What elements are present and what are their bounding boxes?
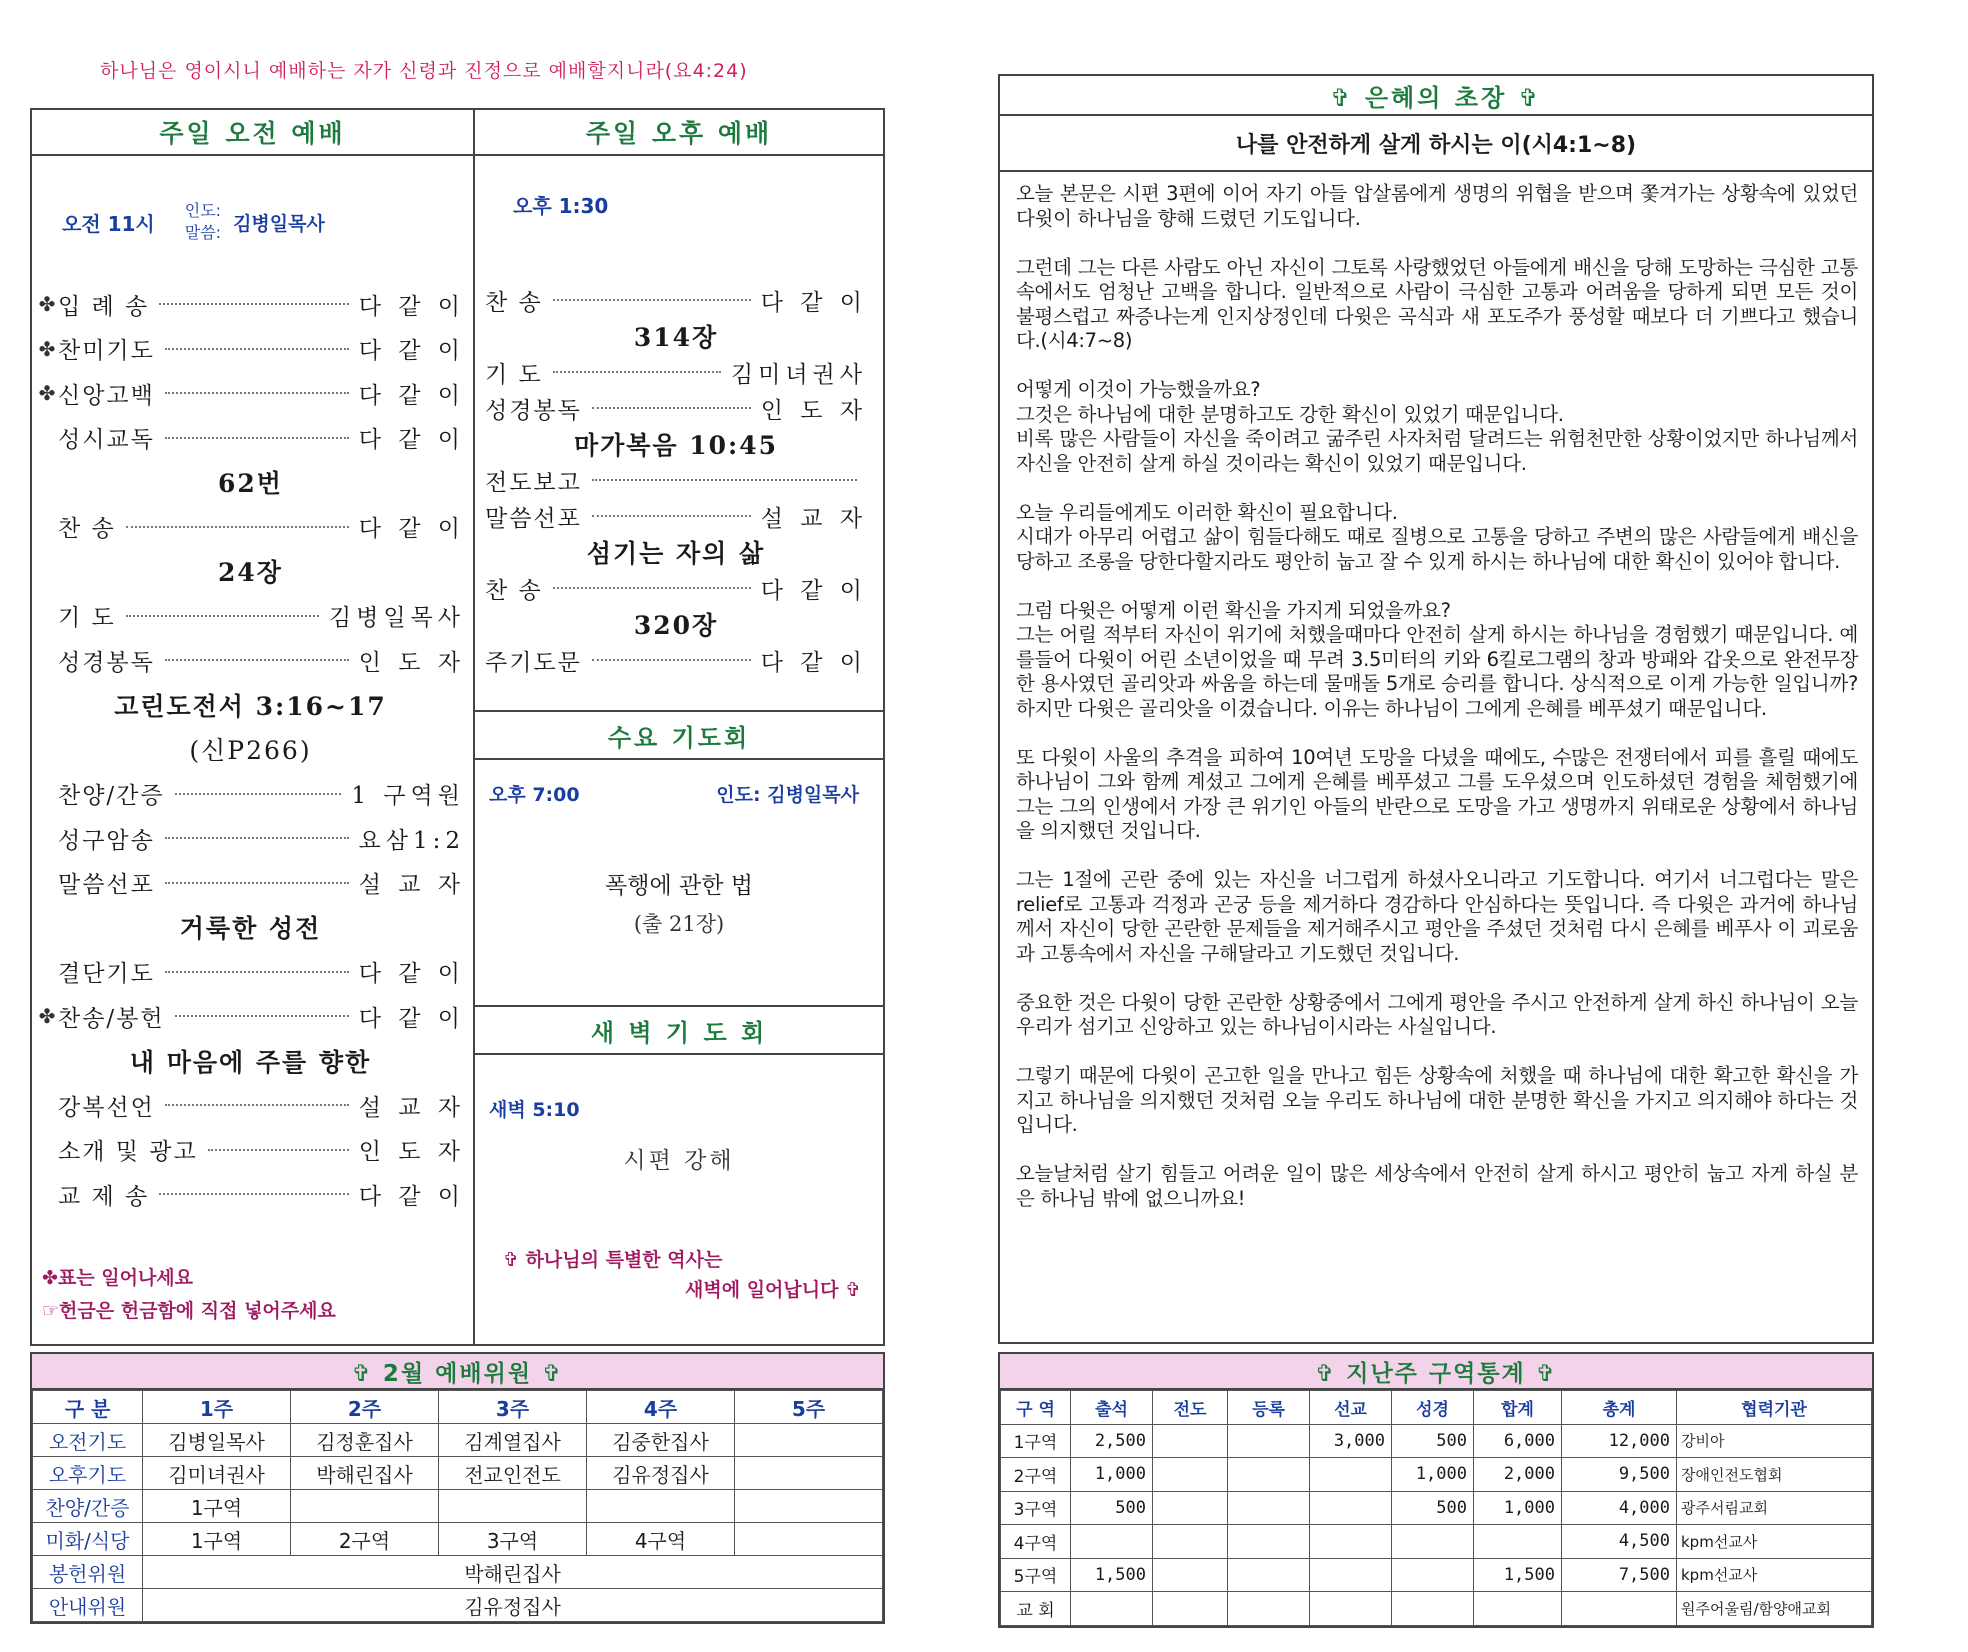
am-scripture-line: 24장 [218,558,283,588]
roster-cell: 4구역 [587,1523,735,1556]
am-order-label: 소개 및 광고 [58,1139,198,1166]
table-row [33,1490,883,1523]
stats-header-cell: 성경 [1392,1391,1474,1425]
pm-order-item [485,462,867,498]
am-order-label: 교 제 송 [58,1183,150,1210]
roster-cell [735,1424,883,1457]
roster-cell [439,1490,587,1523]
table-row [1001,1424,1872,1458]
am-order-person: 다 같 이 [358,382,465,409]
stats-cell [1310,1458,1392,1492]
dotted-leader [165,1104,349,1106]
pm-order-item [485,498,867,534]
district-stats-table [1000,1390,1872,1626]
roster-span-cell: 박해린집사 [143,1556,883,1589]
roster-cell: 2구역 [291,1523,439,1556]
roster-header-row [33,1391,883,1424]
am-order-item-name [36,822,155,855]
stats-cell [1153,1525,1228,1559]
pm-order-label: 전도보고 [485,469,582,496]
am-order-item-name [36,332,155,365]
am-order-label: 신앙고백 [58,382,155,409]
sunday-pm-column [475,110,883,1344]
stats-cell [1228,1525,1310,1559]
roster-cell: 김계열집사 [439,1424,587,1457]
worship-order-panel [30,108,885,1346]
dotted-leader [553,371,721,373]
am-order-item-name [36,777,165,810]
roster-header-cell: 1주 [143,1391,291,1424]
am-order-label: 강복선언 [58,1094,155,1121]
pm-scripture-line: 섬기는 자의 삶 [586,539,766,568]
stats-cell [1474,1592,1562,1626]
table-row [1001,1558,1872,1592]
am-order-person: 요삼1:2 [358,827,465,854]
am-lead-label: 인도: [184,201,222,220]
table-row [33,1589,883,1622]
pm-order-list [485,282,867,678]
am-order-item-name [36,599,116,632]
am-word-label: 말씀: [184,223,222,242]
am-order-item-name [36,1133,198,1166]
table-row [1001,1491,1872,1525]
roster-table-panel [30,1352,885,1624]
dawn-motto-line-1: ✞ 하나님의 특별한 역사는 [503,1249,723,1271]
table-row [1001,1458,1872,1492]
am-order-label: 성구암송 [58,827,155,854]
stats-cell: 1,000 [1392,1458,1474,1492]
stats-cell [1228,1491,1310,1525]
pm-order-item-name [485,392,582,425]
roster-table [32,1390,883,1622]
roster-cell: 3구역 [439,1523,587,1556]
sermon-header: ✞ 은혜의 초장 ✞ [1000,76,1872,116]
stand-cross-icon: ✤ [38,381,56,406]
am-order-person: 다 같 이 [358,961,465,988]
sermon-paragraph: 오늘 본문은 시편 3편에 이어 자기 아들 압살롬에게 생명의 위협을 받으며 쫓겨가는 상황속에 있었던 다윗이 하나님을 향해 드렸던 기도입니다. [1016,182,1858,230]
roster-cell: 김정훈집사 [291,1424,439,1457]
pm-order-item-name [485,572,543,605]
stats-cell [1228,1458,1310,1492]
header-verse: 하나님은 영이시니 예배하는 자가 신령과 진정으로 예배할지니라(요4:24) [100,60,748,82]
roster-row-label: 오후기도 [33,1457,143,1490]
roster-row-label: 오전기도 [33,1424,143,1457]
stats-cell: 강비아 [1677,1424,1872,1458]
am-order-item-name [36,377,155,410]
pm-order-item-name [485,284,543,317]
wed-reference: (출 21장) [633,912,725,936]
am-order-label: 결단기도 [58,961,155,988]
stats-row-label: 1구역 [1001,1424,1071,1458]
am-order-item-name [36,866,155,899]
am-order-label: 찬양/간증 [58,783,165,810]
stats-cell: 1,000 [1071,1458,1153,1492]
stats-cell: 장애인전도협회 [1677,1458,1872,1492]
am-order-item-name [36,288,149,321]
dotted-leader [165,837,349,839]
am-time: 오전 11시 [62,211,155,236]
stats-cell [1153,1558,1228,1592]
stats-cell: kpm선교사 [1677,1525,1872,1559]
wed-time: 오후 7:00 [489,784,580,806]
stats-cell [1392,1592,1474,1626]
sermon-paragraph: 오늘 우리들에게도 이러한 확신이 필요합니다. 시대가 아무리 어렵고 삶이 힘들다해도 때로 질병으로 고통을 당하고 주변의 많은 사람들에게 배신을 당하고 조롱을 당한다할지라도 평안히 눕고 잘 수 있게 하시는 하나님에 대한 확신이 있어야 합니다. [1016,500,1858,573]
pm-order-label: 말씀선포 [485,505,582,532]
dotted-leader [126,526,349,528]
pm-order-item [485,642,867,678]
stats-cell: 500 [1071,1491,1153,1525]
stats-header-cell: 합계 [1474,1391,1562,1425]
am-order-item-name [36,1089,155,1122]
am-time-row [62,200,325,244]
stats-cell: 7,500 [1562,1558,1677,1592]
stats-cell: 4,500 [1562,1525,1677,1559]
pm-order-item [485,354,867,390]
am-order-item-name [36,1000,165,1033]
stats-cell [1310,1558,1392,1592]
dotted-leader [159,303,348,305]
am-order-person: 1 구역원 [351,783,465,810]
am-order-person: 다 같 이 [358,338,465,365]
roster-row-label: 찬양/간증 [33,1490,143,1523]
dawn-motto-line-2: 새벽에 일어납니다 ✞ [685,1279,861,1301]
stats-body [1001,1424,1872,1625]
roster-span-cell: 김유정집사 [143,1589,883,1622]
stats-header-cell: 총계 [1562,1391,1677,1425]
pm-order-item-name [485,644,582,677]
roster-cell: 박해린집사 [291,1457,439,1490]
wed-leader: 인도: 김병일목사 [716,784,859,806]
roster-cell [735,1457,883,1490]
dotted-leader [175,793,342,795]
pm-order-label: 찬 송 [485,577,543,604]
stand-note: ✤표는 일어나세요 [42,1267,194,1289]
roster-header-cell: 5주 [735,1391,883,1424]
dawn-time: 새벽 5:10 [489,1099,580,1121]
stats-cell [1071,1592,1153,1626]
wed-info-row [475,760,883,807]
dotted-leader [165,392,349,394]
roster-cell: 전교인전도 [439,1457,587,1490]
stats-cell [1392,1558,1474,1592]
dotted-leader [592,479,857,481]
stats-cell: 1,500 [1474,1558,1562,1592]
stats-cell: 9,500 [1562,1458,1677,1492]
roster-cell: 김중한집사 [587,1424,735,1457]
am-order-person: 인 도 자 [358,1139,465,1166]
table-row [33,1556,883,1589]
stats-cell [1228,1424,1310,1458]
table-row [33,1457,883,1490]
dotted-leader [175,1015,349,1017]
stats-header-cell: 구 역 [1001,1391,1071,1425]
dotted-leader [208,1149,349,1151]
am-order-item-name [36,955,155,988]
stats-cell [1310,1491,1392,1525]
sermon-paragraph: 그런데 그는 다른 사람도 아닌 자신이 그토록 사랑했었던 아들에게 배신을 당해 도망하는 극심한 고통속에서도 엄청난 고백을 합니다. 일반적으로 사람이 극심한 고통과 어려움을 당하게 되면 모든 것이 불평스럽고 짜증나는게 인지상정인데 다윗은 곡식과 새 포도주가 풍성할 때보다 더 기쁘다고 했습니다.(시4:7~8) [1016,255,1858,352]
dotted-leader [165,437,349,439]
stats-cell: 500 [1392,1491,1474,1525]
am-order-person: 다 같 이 [358,293,465,320]
pm-order-item [485,390,867,426]
stats-header-cell: 전도 [1153,1391,1228,1425]
pm-title: 주일 오후 예배 [475,110,883,156]
pm-order-item-name [485,356,543,389]
pm-order-label: 주기도문 [485,649,582,676]
pm-order-person: 설 교 자 [760,505,867,532]
sermon-paragraph: 또 다윗이 사울의 추격을 피하여 10여년 도망을 다녔을 때에도, 수많은 전쟁터에서 피를 흘릴 때에도 하나님이 그와 함께 계셨고 그에게 은혜를 베푸셨고 그를 도우셨으며 인도하셨던 경험을 체험했기에 그는 그의 인생에서 가장 큰 위기인 아들의 반란으로 도망을 가고 생명까지 위태로운 상황에서 하나님을 의지했던 것입니다. [1016,745,1858,842]
stats-cell [1153,1458,1228,1492]
pm-order-item-name [485,500,582,533]
stats-header-cell: 협력기관 [1677,1391,1872,1425]
pm-scripture-line: 마가복음 10:45 [573,431,779,460]
sermon-panel [998,74,1874,1344]
am-order-label: 성시교독 [58,427,155,454]
am-order-item [36,1128,465,1173]
dotted-leader [592,515,751,517]
stats-cell: 1,000 [1474,1491,1562,1525]
pm-time-row [513,190,608,219]
am-scripture-line: 고린도전서 3:16~17 [114,691,387,721]
stats-cell: 2,500 [1071,1424,1153,1458]
stats-row-label: 2구역 [1001,1458,1071,1492]
roster-header-cell: 구 분 [33,1391,143,1424]
table-row [33,1424,883,1457]
stand-cross-icon: ✤ [38,292,56,317]
pm-order-person: 다 같 이 [760,577,867,604]
pm-time: 오후 1:30 [513,194,609,218]
am-lead-labels [185,200,221,244]
offering-note: ☞헌금은 헌금함에 직접 넣어주세요 [42,1300,336,1322]
roster-cell: 1구역 [143,1523,291,1556]
roster-cell: 김유정집사 [587,1457,735,1490]
stats-cell [1310,1525,1392,1559]
sermon-paragraph: 중요한 것은 다윗이 당한 곤란한 상황중에서 그에게 평안을 주시고 안전하게 살게 하신 하나님이 오늘 우리가 섬기고 신앙하고 있는 하나님이시라는 사실입니다. [1016,990,1858,1038]
sermon-paragraph: 어떻게 이것이 가능했을까요? 그것은 하나님에 대한 분명하고도 강한 확신이 있었기 때문입니다. 비록 많은 사람들이 자신을 죽이려고 굶주린 사자처럼 달려드는 위험천만한 상황이었지만 하나님께서 자신을 안전히 살게 하실 것이라는 확신이 있었기 때문입니다. [1016,378,1858,475]
stats-cell [1071,1525,1153,1559]
stats-row-label: 교 회 [1001,1592,1071,1626]
am-order-person: 다 같 이 [358,427,465,454]
am-order-item [36,327,465,372]
stats-header-cell: 선교 [1310,1391,1392,1425]
am-order-item [36,594,465,639]
roster-cell [735,1523,883,1556]
am-order-item [36,1083,465,1128]
dawn-motto [503,1245,861,1305]
sermon-paragraph: 오늘날처럼 살기 힘들고 어려운 일이 많은 세상속에서 안전히 살게 하시고 평안히 눕고 자게 하실 분은 하나님 밖에 없으니까요! [1016,1162,1858,1210]
dotted-leader [159,1193,348,1195]
stats-cell [1153,1491,1228,1525]
am-order-item [36,282,465,327]
am-order-item-name [36,510,116,543]
pm-order-person: 김미녀권사 [730,361,867,388]
stats-row-label: 4구역 [1001,1525,1071,1559]
am-scripture-line: 내 마음에 주를 향한 [129,1047,372,1077]
am-order-item [36,371,465,416]
dotted-leader [165,348,349,350]
am-order-item [36,505,465,550]
pm-order-item [485,282,867,318]
dotted-leader [165,659,349,661]
stats-cell: 1,500 [1071,1558,1153,1592]
roster-row-label: 안내위원 [33,1589,143,1622]
table-row [1001,1525,1872,1559]
sermon-paragraph: 그는 1절에 곤란 중에 있는 자신을 너그럽게 하셨사오니라고 기도합니다. 여기서 너그럽다는 말은 relief로 고통과 걱정과 곤궁 등을 제거하다 경감하다 안심하다는 뜻입니다. 즉 다윗은 과거에 하나님께서 자신이 당한 곤란한 문제들을 제거해주시고 평안을 주셨던 것처럼 다시 은혜를 베푸사 이 괴로움과 고통속에서 자신을 구해달라고 기도했던 것입니다. [1016,868,1858,965]
stats-cell [1562,1592,1677,1626]
am-title: 주일 오전 예배 [32,110,473,156]
roster-header-cell: 4주 [587,1391,735,1424]
am-order-item [36,816,465,861]
stats-cell: 6,000 [1474,1424,1562,1458]
stats-header-cell: 출석 [1071,1391,1153,1425]
stats-row-label: 5구역 [1001,1558,1071,1592]
stand-cross-icon: ✤ [38,1004,56,1029]
stats-cell: kpm선교사 [1677,1558,1872,1592]
roster-title: ✞ 2월 예배위원 ✞ [32,1354,883,1390]
pm-scripture-line: 320장 [633,611,719,640]
roster-header-cell: 2주 [291,1391,439,1424]
am-order-label: 찬미기도 [58,338,155,365]
am-order-item [36,950,465,995]
dotted-leader [553,299,751,301]
dotted-leader [592,659,751,661]
am-order-list [36,282,465,1217]
stats-header-cell: 등록 [1228,1391,1310,1425]
roster-cell [735,1490,883,1523]
am-order-label: 입 례 송 [58,293,150,320]
stats-cell [1153,1592,1228,1626]
am-order-item-name [36,644,155,677]
pm-order-label: 찬 송 [485,289,543,316]
stats-cell [1228,1592,1310,1626]
pm-order-label: 성경봉독 [485,397,582,424]
am-order-item-name [36,421,155,454]
roster-cell [291,1490,439,1523]
am-order-label: 찬송/봉헌 [58,1005,165,1032]
wed-title: 수요 기도회 [475,710,883,760]
sermon-paragraph: 그럼 다윗은 어떻게 이런 확신을 가지게 되었을까요? 그는 어릴 적부터 자신이 위기에 처했을때마다 안전히 살게 하시는 하나님을 경험했기 때문입니다. 예를들어 다윗이 어린 소년이었을 때 무려 3.5미터의 키와 6킬로그램의 창과 방패와 갑옷으로 완전무장한 용사였던 골리앗과 싸움을 하는데 물매돌 5개로 승리를 합니다. 상식적으로 이게 가능한 일입니까? 하지만 다윗은 골리앗을 이겼습니다. 이유는 하나님이 그에게 은혜를 베푸셨기 때문입니다. [1016,598,1858,720]
sermon-body [1000,172,1872,1211]
am-order-person: 다 같 이 [358,516,465,543]
am-order-label: 성경봉독 [58,649,155,676]
roster-cell: 김미녀권사 [143,1457,291,1490]
dotted-leader [553,587,751,589]
sunday-am-column [32,110,475,1344]
pm-order-person: 다 같 이 [760,289,867,316]
stand-cross-icon: ✤ [38,336,56,361]
stats-cell [1474,1525,1562,1559]
am-order-item [36,861,465,906]
am-order-item [36,638,465,683]
roster-header-cell: 3주 [439,1391,587,1424]
stats-cell: 3,000 [1310,1424,1392,1458]
roster-body [33,1424,883,1622]
stats-cell: 원주어울림/함양애교회 [1677,1592,1872,1626]
am-order-label: 말씀선포 [58,872,155,899]
table-row [33,1523,883,1556]
pm-order-label: 기 도 [485,361,543,388]
am-order-item [36,1172,465,1217]
am-leader: 김병일목사 [233,212,325,235]
dotted-leader [165,882,349,884]
pm-order-person: 다 같 이 [760,649,867,676]
am-order-item [36,994,465,1039]
stats-cell: 2,000 [1474,1458,1562,1492]
dotted-leader [126,615,319,617]
am-order-item [36,772,465,817]
stats-cell [1392,1525,1474,1559]
am-order-label: 찬 송 [58,516,116,543]
stats-header-row [1001,1391,1872,1425]
am-order-item-name [36,1178,149,1211]
stats-cell [1310,1592,1392,1626]
stats-cell: 4,000 [1562,1491,1677,1525]
sermon-paragraph: 그렇기 때문에 다윗이 곤고한 일을 만나고 힘든 상황속에 처했을 때 하나님에 대한 확고한 확신을 가지고 하나님을 의지했던 것처럼 오늘 우리도 하나님에 대한 분명한 확신을 가지고 의지해야 하다는 것입니다. [1016,1064,1858,1136]
pm-order-person: 인 도 자 [760,397,867,424]
district-stats-panel [998,1352,1874,1628]
am-scripture-line: 62번 [218,469,283,499]
am-notes [42,1262,336,1328]
stats-row-label: 3구역 [1001,1491,1071,1525]
stats-cell: 광주서림교회 [1677,1491,1872,1525]
pm-order-item [485,570,867,606]
table-row [1001,1592,1872,1626]
dawn-title: 새 벽 기 도 회 [475,1005,883,1055]
sermon-title: 나를 안전하게 살게 하시는 이(시4:1~8) [1000,116,1872,172]
stats-cell: 500 [1392,1424,1474,1458]
am-scripture-line: (신P266) [189,736,312,766]
am-scripture-line: 거룩한 성전 [179,914,322,944]
am-order-person: 설 교 자 [358,1094,465,1121]
pm-scripture-line: 314장 [633,323,719,352]
am-order-person: 다 같 이 [358,1005,465,1032]
dotted-leader [165,971,349,973]
wed-topic: 폭행에 관한 법 [605,873,753,899]
am-order-item [36,416,465,461]
wednesday-prayer-section [475,710,883,938]
stats-cell [1153,1424,1228,1458]
am-order-label: 기 도 [58,605,116,632]
roster-cell: 1구역 [143,1490,291,1523]
dotted-leader [592,407,751,409]
roster-cell [587,1490,735,1523]
roster-row-label: 봉헌위원 [33,1556,143,1589]
roster-row-label: 미화/식당 [33,1523,143,1556]
roster-cell: 김병일목사 [143,1424,291,1457]
am-order-person: 설 교 자 [358,872,465,899]
am-order-person: 김병일목사 [328,605,465,632]
pm-order-item-name [485,464,582,497]
am-order-person: 인 도 자 [358,649,465,676]
am-order-person: 다 같 이 [358,1183,465,1210]
dawn-topic: 시편 강해 [623,1148,735,1174]
stats-cell: 12,000 [1562,1424,1677,1458]
dawn-prayer-section [475,1005,883,1175]
stats-cell [1228,1558,1310,1592]
stats-title: ✞ 지난주 구역통계 ✞ [1000,1354,1872,1390]
